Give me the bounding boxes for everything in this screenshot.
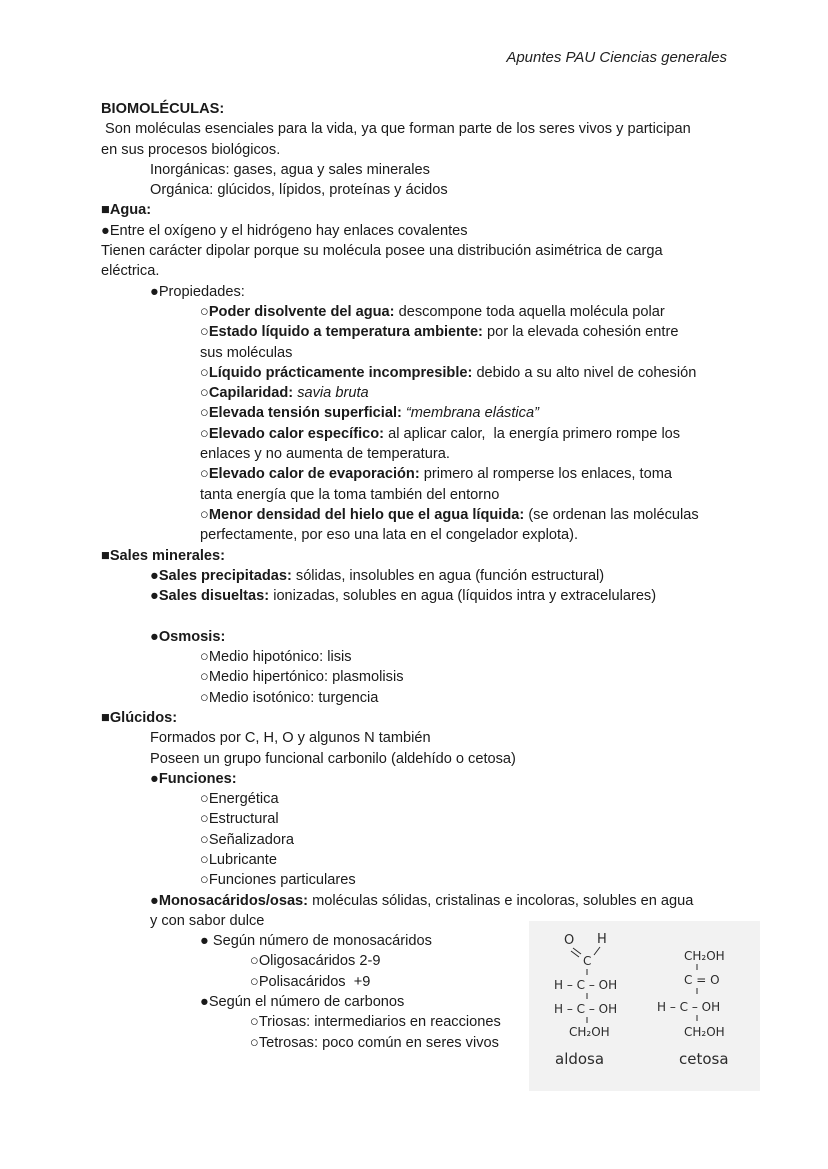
section-heading-glucidos: ■Glúcidos: — [101, 709, 178, 726]
property-item: ○Elevada tensión superficial: “membrana elástica” — [200, 405, 539, 422]
property-item: ○Poder disolvente del agua: descompone toda aquella molécula polar — [200, 303, 665, 320]
monosacaridos-text: moléculas sólidas, cristalinas e incoloras, solubles en agua — [308, 892, 694, 909]
sales-disueltas-title: ●Sales disueltas: — [150, 588, 270, 605]
cetosa-structure — [657, 949, 729, 1068]
property-text: savia bruta — [293, 385, 369, 402]
property-text-cont: sus moléculas — [200, 344, 293, 361]
text-line: Poseen un grupo funcional carbonilo (aldehído o cetosa) — [150, 750, 516, 767]
property-title: Poder disolvente del agua: — [208, 303, 395, 320]
property-text-cont: tanta energía que la toma también del entorno — [200, 486, 500, 503]
property-text: por la elevada cohesión entre — [482, 324, 679, 341]
aldosa-h: H — [597, 932, 607, 947]
intro-line: en sus procesos biológicos. — [101, 141, 281, 158]
property-text: debido a su alto nivel de cohesión — [472, 364, 697, 381]
property-item: ○Líquido prácticamente incompresible: debido a su alto nivel de cohesión — [200, 364, 697, 381]
property-title: Estado líquido a temperatura ambiente: — [208, 324, 483, 341]
property-item: ○Capilaridad: savia bruta — [200, 385, 369, 402]
property-text: “membrana elástica” — [401, 405, 539, 422]
intro-line: Son moléculas esenciales para la vida, ya que forman parte de los seres vivos y participan — [101, 121, 691, 138]
handwritten-structures-figure — [529, 921, 760, 1091]
inorganicas-line: Inorgánicas: gases, agua y sales minerales — [150, 161, 430, 178]
text-line: eléctrica. — [101, 263, 160, 280]
cetosa-bottom: CH₂OH — [684, 1025, 725, 1039]
aldosa-bottom: CH₂OH — [569, 1025, 610, 1039]
cetosa-top: CH₂OH — [684, 949, 725, 963]
list-item: ○Medio hipotónico: lisis — [200, 649, 352, 666]
property-text: al aplicar calor, la energía primero rompe los — [384, 425, 681, 442]
list-item: ○Tetrosas: poco común en seres vivos — [250, 1034, 499, 1051]
property-title: Líquido prácticamente incompresible: — [208, 364, 473, 381]
property-text: descompone toda aquella molécula polar — [394, 303, 665, 320]
monosacaridos-title: ●Monosacáridos/osas: — [150, 892, 309, 909]
property-text: primero al romperse los enlaces, toma — [419, 466, 672, 483]
list-item: ●Según el número de carbonos — [200, 994, 405, 1011]
aldosa-o: O — [564, 933, 575, 948]
aldosa-label: aldosa — [555, 1050, 605, 1068]
list-item: ○Funciones particulares — [200, 872, 356, 889]
list-item: ○Triosas: intermediarios en reacciones — [250, 1014, 501, 1031]
property-item: ○Menor densidad del hielo que el agua líquida: (se ordenan las moléculas perfectamente, por eso una lata en el congelador explota). — [101, 505, 731, 546]
organica-line: Orgánica: glúcidos, lípidos, proteínas y ácidos — [150, 182, 448, 199]
text-line: Tienen carácter dipolar porque su molécula posee una distribución asimétrica de carga — [101, 243, 663, 260]
cetosa-carbonyl: C = O — [684, 973, 720, 987]
text-line: Formados por C, H, O y algunos N también — [150, 730, 431, 747]
list-item: ○Medio hipertónico: plasmolisis — [200, 669, 404, 686]
document-content — [101, 99, 731, 1053]
funciones-label: ●Funciones: — [150, 770, 237, 787]
cetosa-label: cetosa — [679, 1050, 729, 1068]
cetosa-row-1: H – C – OH — [657, 1000, 721, 1014]
property-item: ○Estado líquido a temperatura ambiente: por la elevada cohesión entre sus moléculas — [101, 322, 731, 363]
monosacaridos-cont: y con sabor dulce — [150, 912, 265, 929]
aldosa-row-2: H – C – OH — [554, 1002, 618, 1016]
property-title: Menor densidad del hielo que el agua líquida: — [208, 506, 525, 523]
sales-disueltas-text: ionizadas, solubles en agua (líquidos intra y extracelulares) — [269, 588, 657, 605]
aldosa-row-1: H – C – OH — [554, 978, 618, 992]
property-title: Elevado calor de evaporación: — [208, 466, 420, 483]
sales-precipitadas-title: ●Sales precipitadas: — [150, 567, 292, 584]
osmosis-label: ●Osmosis: — [150, 628, 226, 645]
section-heading-sales: ■Sales minerales: — [101, 547, 226, 564]
list-item: ● Según número de monosacáridos — [200, 933, 432, 950]
property-item: ○Elevado calor de evaporación: primero al romperse los enlaces, toma tanta energía que la toma también del entorno — [101, 464, 731, 505]
list-item: ○Medio isotónico: turgencia — [200, 689, 379, 706]
list-item: ○Polisacáridos +9 — [250, 973, 371, 990]
list-item: ○Lubricante — [200, 851, 277, 868]
property-text-cont: enlaces y no aumenta de temperatura. — [200, 446, 450, 463]
list-item: ○Señalizadora — [200, 831, 295, 848]
aldosa-structure — [554, 932, 617, 1068]
page-header: Apuntes PAU Ciencias generales — [506, 49, 727, 66]
list-item: ○Estructural — [200, 811, 279, 828]
property-title: Capilaridad: — [208, 385, 294, 402]
property-title: Elevada tensión superficial: — [208, 405, 402, 422]
section-heading-agua: ■Agua: — [101, 202, 152, 219]
section-heading-biomoleculas: BIOMOLÉCULAS: — [101, 101, 225, 117]
list-item: ○Oligosacáridos 2-9 — [250, 953, 381, 970]
list-item: ○Energética — [200, 791, 279, 808]
property-text-cont: perfectamente, por eso una lata en el congelador explota). — [200, 527, 579, 544]
propiedades-label: ●Propiedades: — [150, 283, 245, 300]
sales-precipitadas-text: sólidas, insolubles en agua (función estructural) — [291, 567, 605, 584]
text-line: ●Entre el oxígeno y el hidrógeno hay enlaces covalentes — [101, 222, 468, 239]
property-title: Elevado calor específico: — [208, 425, 385, 442]
property-text: (se ordenan las moléculas — [524, 506, 699, 523]
property-item: ○Elevado calor específico: al aplicar calor, la energía primero rompe los enlaces y no aumenta de temperatura. — [101, 424, 731, 465]
aldosa-c: C — [583, 954, 592, 968]
